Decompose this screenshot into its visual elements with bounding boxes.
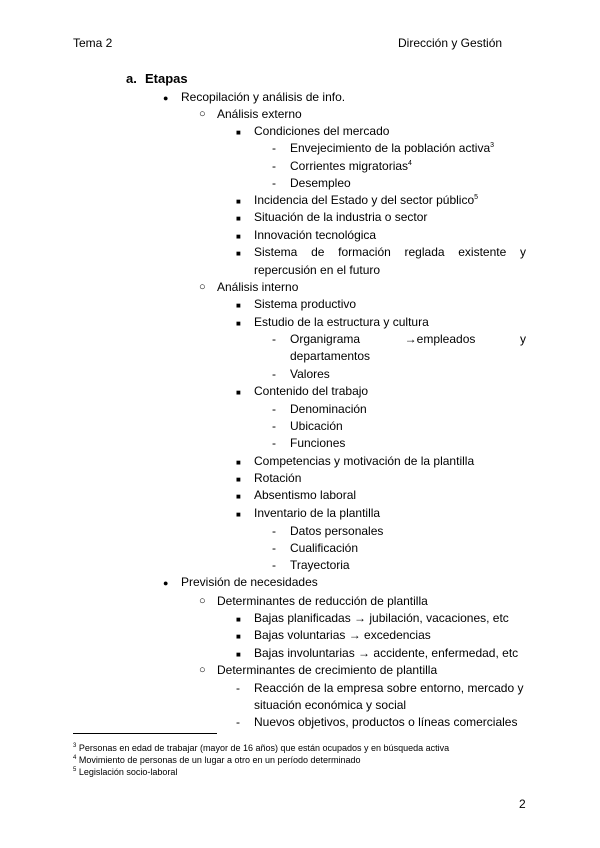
square-marker: ■ [236,301,241,310]
item-reaccion-cont: situación económica y social [254,698,407,712]
dash-marker: - [272,558,276,572]
item-funciones: Funciones [290,436,346,450]
item-sistema-formacion-cont: repercusión en el futuro [254,263,381,277]
item-analisis-externo: Análisis externo [217,107,302,121]
header-left: Tema 2 [73,36,113,50]
circle-marker: ○ [199,108,206,120]
item-reaccion: Reacción de la empresa sobre entorno, mercado y [254,681,524,695]
square-marker: ■ [236,214,241,223]
item-recopilacion: Recopilación y análisis de info. [181,90,346,104]
item-bajas-involuntarias: Bajas involuntarias → accidente, enfermedad, etc [254,646,519,660]
item-rotacion: Rotación [254,471,302,485]
item-sistema-productivo: Sistema productivo [254,297,357,311]
item-contenido-trabajo: Contenido del trabajo [254,384,369,398]
square-marker: ■ [236,458,241,467]
item-nuevos-objetivos: Nuevos objetivos, productos o líneas comerciales [254,715,518,729]
footnote-4: $^4$ Movimiento de personas de un lugar a otro en un período determinado [73,755,361,765]
circle-marker: ○ [199,281,206,293]
item-competencias: Competencias y motivación de la plantilla [254,454,475,468]
dash-marker: - [236,681,240,695]
section-marker: a. [126,71,137,86]
item-absentismo: Absentismo laboral [254,488,357,502]
square-marker: ■ [236,232,241,241]
square-marker: ■ [236,510,241,519]
item-crecimiento: Determinantes de crecimiento de plantilla [217,663,438,677]
section-title: Etapas [145,71,188,86]
dash-marker: - [272,367,276,381]
item-innovacion: Innovación tecnológica [254,228,377,242]
footnote-5: $^5$ Legislación socio-laboral [73,767,178,777]
item-inventario: Inventario de la plantilla [254,506,381,520]
circle-marker: ○ [199,664,206,676]
item-estudio-estructura: Estudio de la estructura y cultura [254,315,429,329]
item-desempleo: Desempleo [290,176,351,190]
item-trayectoria: Trayectoria [290,558,350,572]
item-datos-personales: Datos personales [290,524,384,538]
square-marker: ■ [236,475,241,484]
dash-marker: - [272,402,276,416]
item-envejecimiento: Envejecimiento de la población activa$^3$ [290,141,495,155]
item-analisis-interno: Análisis interno [217,280,299,294]
footnote-ref: 3 [490,142,495,149]
square-marker: ■ [236,388,241,397]
item-ubicacion: Ubicación [290,419,343,433]
item-valores: Valores [290,367,330,381]
dash-marker: - [272,419,276,433]
item-organigrama: Organigrama →empleados y [290,332,526,346]
item-sistema-formacion: Sistema de formación reglada existente y [254,245,526,259]
square-marker: ■ [236,650,241,659]
item-condiciones-mercado: Condiciones del mercado [254,124,390,138]
square-marker: ■ [236,632,241,641]
item-cualificacion: Cualificación [290,541,359,555]
dash-marker: - [272,524,276,538]
footnote-3: $^3$ Personas en edad de trabajar (mayor de 16 años) que están ocupados y en búsqueda activa [73,743,450,753]
circle-marker: ○ [199,595,206,607]
dash-marker: - [272,176,276,190]
dash-marker: - [272,541,276,555]
square-marker: ■ [236,249,241,258]
square-marker: ■ [236,128,241,137]
page-number: 2 [519,797,526,811]
square-marker: ■ [236,492,241,501]
item-denominacion: Denominación [290,402,367,416]
square-marker: ■ [236,319,241,328]
footnote-ref: 5 [474,194,479,201]
header-right: Dirección y Gestión [398,36,503,50]
bullet-marker: ● [163,93,169,103]
footnote-divider [73,733,217,734]
item-bajas-planificadas: Bajas planificadas → jubilación, vacaciones, etc [254,611,509,625]
item-organigrama-cont: departamentos [290,349,371,363]
dash-marker: - [272,141,276,155]
footnote-ref: 4 [408,160,412,167]
item-prevision: Previsión de necesidades [181,575,318,589]
dash-marker: - [236,715,240,729]
dash-marker: - [272,332,276,346]
item-situacion-industria: Situación de la industria o sector [254,210,428,224]
dash-marker: - [272,436,276,450]
square-marker: ■ [236,615,241,624]
item-bajas-voluntarias: Bajas voluntarias → excedencias [254,628,431,642]
item-reduccion: Determinantes de reducción de plantilla [217,594,428,608]
item-incidencia: Incidencia del Estado y del sector público$^5$ [254,193,479,207]
bullet-marker: ● [163,578,169,588]
square-marker: ■ [236,197,241,206]
dash-marker: - [272,159,276,173]
item-corrientes: Corrientes migratorias$^4$ [290,159,412,173]
